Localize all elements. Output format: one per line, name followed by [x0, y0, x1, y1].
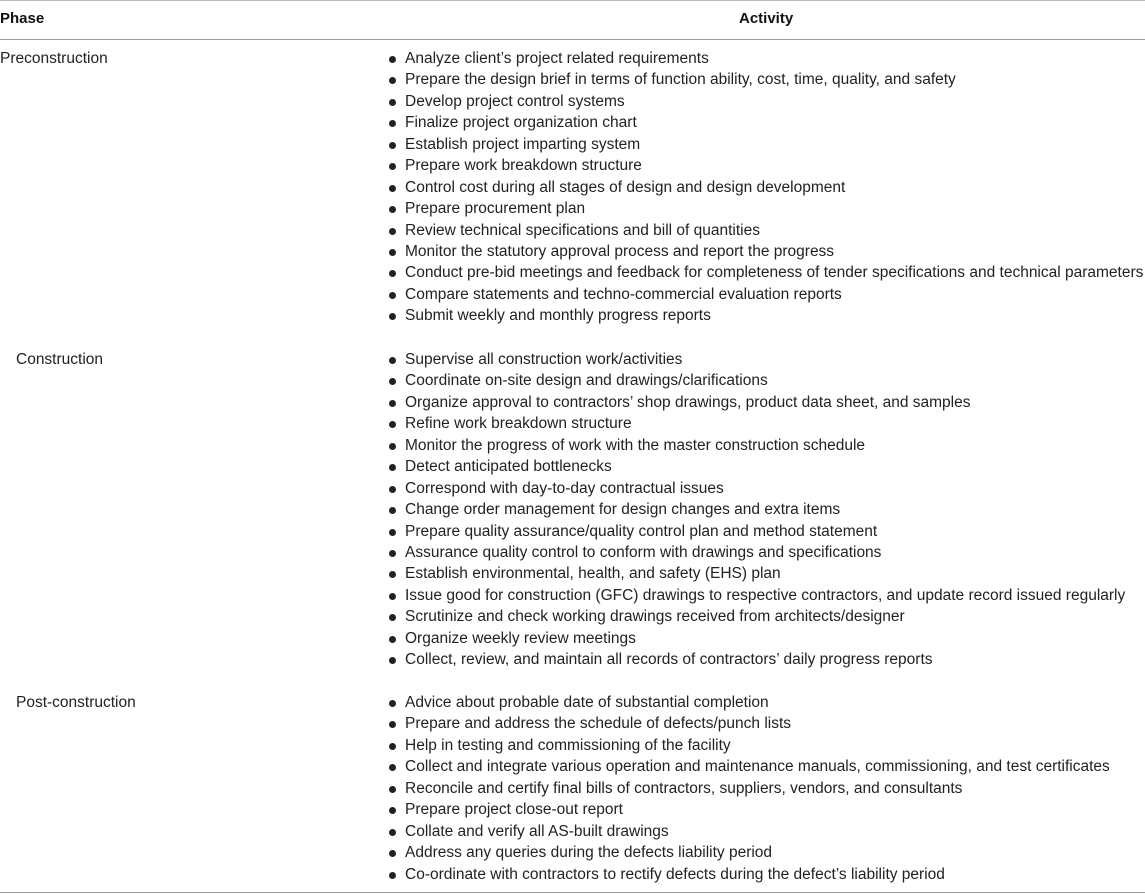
bullet-icon: [389, 378, 396, 385]
header-activity: Activity: [739, 10, 794, 27]
bullet-icon: [389, 357, 396, 364]
list-item: [386, 778, 1110, 799]
list-item: [386, 521, 1125, 542]
list-item: [386, 198, 1143, 219]
bullet-icon: [389, 443, 396, 450]
activity-text: Supervise all construction work/activities: [405, 351, 683, 368]
activity-text: Monitor the progress of work with the master construction schedule: [405, 436, 866, 454]
list-item: [386, 606, 1125, 627]
bullet-icon: [389, 872, 396, 879]
activity-text: Prepare quality assurance/quality control plan and method statement: [405, 522, 878, 540]
activity-text: Prepare project close-out report: [405, 801, 623, 819]
list-item: [386, 435, 1125, 456]
bullet-icon: [389, 571, 396, 578]
list-item: [386, 177, 1143, 198]
bullet-icon: [389, 593, 396, 600]
bullet-icon: [389, 507, 396, 514]
header-phase: Phase: [0, 10, 45, 27]
bullet-icon: [389, 421, 396, 428]
list-item: [386, 713, 1110, 734]
bullet-icon: [389, 99, 396, 106]
phase-construction: Construction: [16, 351, 104, 368]
activity-list-construction: [386, 349, 1125, 671]
bullet-icon: [389, 163, 396, 170]
list-item: [386, 305, 1143, 326]
phase-preconstruction: Preconstruction: [0, 50, 108, 67]
bullet-icon: [389, 700, 396, 707]
bullet-icon: [389, 120, 396, 127]
activity-text: Help in testing and commissioning of the facility: [405, 736, 731, 754]
activity-text: Prepare the design brief in terms of function ability, cost, time, quality, and safety: [405, 71, 956, 89]
bullet-icon: [389, 657, 396, 664]
activity-text: Collate and verify all AS-built drawings: [405, 822, 669, 840]
list-item: [386, 284, 1143, 305]
bullet-icon: [389, 270, 396, 277]
bullet-icon: [389, 550, 396, 557]
activity-text: Develop project control systems: [405, 92, 625, 110]
list-item: [386, 456, 1125, 477]
list-item: [386, 112, 1143, 133]
bullet-icon: [389, 77, 396, 84]
list-item: [386, 134, 1143, 155]
list-item: [386, 69, 1143, 90]
bullet-icon: [389, 807, 396, 814]
activity-text: Control cost during all stages of design and design development: [405, 178, 846, 196]
bullet-icon: [389, 249, 396, 256]
list-item: [386, 628, 1125, 649]
list-item: [386, 241, 1143, 262]
phase-post-construction: Post-construction: [16, 694, 136, 711]
bullet-icon: [389, 400, 396, 407]
bullet-icon: [389, 228, 396, 235]
bullet-icon: [389, 786, 396, 793]
bullet-icon: [389, 486, 396, 493]
bullet-icon: [389, 464, 396, 471]
activity-text: Collect and integrate various operation and maintenance manuals, commissioning, and test certificates: [405, 758, 1110, 776]
bullet-icon: [389, 636, 396, 643]
activity-text: Advice about probable date of substantial completion: [405, 694, 769, 711]
activity-text: Organize weekly review meetings: [405, 629, 636, 647]
list-item: [386, 842, 1110, 863]
activity-text: Change order management for design changes and extra items: [405, 501, 841, 519]
bullet-icon: [389, 292, 396, 299]
list-item: [386, 821, 1110, 842]
bullet-icon: [389, 850, 396, 857]
list-item: [386, 349, 1125, 370]
activity-text: Finalize project organization chart: [405, 114, 637, 132]
bullet-icon: [389, 185, 396, 192]
activity-text: Reconcile and certify final bills of contractors, suppliers, vendors, and consultants: [405, 779, 963, 797]
activity-text: Prepare procurement plan: [405, 200, 586, 218]
table-top-rule: [0, 0, 1145, 1]
activity-text: Compare statements and techno-commercial evaluation reports: [405, 285, 842, 303]
activity-text: Establish environmental, health, and safety (EHS) plan: [405, 565, 781, 583]
list-item: [386, 413, 1125, 434]
table-bottom-rule: [0, 892, 1145, 893]
activity-text: Detect anticipated bottlenecks: [405, 458, 612, 476]
bullet-icon: [389, 142, 396, 149]
activity-text: Assurance quality control to conform with drawings and specifications: [405, 543, 882, 561]
activity-text: Collect, review, and maintain all records of contractors’ daily progress reports: [405, 651, 933, 669]
bullet-icon: [389, 764, 396, 771]
activity-text: Establish project imparting system: [405, 135, 641, 153]
bullet-icon: [389, 743, 396, 750]
bullet-icon: [389, 614, 396, 621]
list-item: [386, 48, 1143, 69]
list-item: [386, 262, 1143, 283]
activity-text: Prepare and address the schedule of defects/punch lists: [405, 715, 792, 733]
list-item: [386, 499, 1125, 520]
activity-list-post-construction: [386, 692, 1110, 885]
list-item: [386, 735, 1110, 756]
list-item: [386, 155, 1143, 176]
list-item: [386, 91, 1143, 112]
list-item: [386, 692, 1110, 713]
activity-text: Correspond with day-to-day contractual issues: [405, 479, 724, 497]
activity-text: Organize approval to contractors’ shop drawings, product data sheet, and samples: [405, 393, 971, 411]
activity-text: Refine work breakdown structure: [405, 415, 632, 433]
header-rule: [0, 39, 1145, 40]
activity-text: Conduct pre-bid meetings and feedback for completeness of tender specifications and technical parameters: [405, 264, 1144, 282]
list-item: [386, 585, 1125, 606]
activity-text: Monitor the statutory approval process and report the progress: [405, 242, 835, 260]
activity-text: Prepare work breakdown structure: [405, 157, 642, 175]
activity-text: Scrutinize and check working drawings received from architects/designer: [405, 608, 905, 626]
bullet-icon: [389, 829, 396, 836]
list-item: [386, 542, 1125, 563]
list-item: [386, 864, 1110, 885]
bullet-icon: [389, 721, 396, 728]
bullet-icon: [389, 56, 396, 63]
list-item: [386, 220, 1143, 241]
list-item: [386, 392, 1125, 413]
activity-text: Review technical specifications and bill of quantities: [405, 221, 760, 239]
bullet-icon: [389, 206, 396, 213]
list-item: [386, 799, 1110, 820]
list-item: [386, 478, 1125, 499]
activity-text: Submit weekly and monthly progress reports: [405, 307, 711, 325]
activity-text: Analyze client’s project related requirements: [405, 50, 709, 67]
activity-text: Coordinate on-site design and drawings/clarifications: [405, 372, 768, 390]
activity-text: Address any queries during the defects liability period: [405, 844, 773, 862]
activity-list-preconstruction: [386, 48, 1143, 327]
bullet-icon: [389, 313, 396, 320]
activity-text: Issue good for construction (GFC) drawings to respective contractors, and update record issued regularly: [405, 586, 1126, 604]
list-item: [386, 649, 1125, 670]
list-item: [386, 563, 1125, 584]
list-item: [386, 370, 1125, 391]
list-item: [386, 756, 1110, 777]
bullet-icon: [389, 529, 396, 536]
activity-text: Co-ordinate with contractors to rectify defects during the defect’s liability period: [405, 865, 945, 883]
